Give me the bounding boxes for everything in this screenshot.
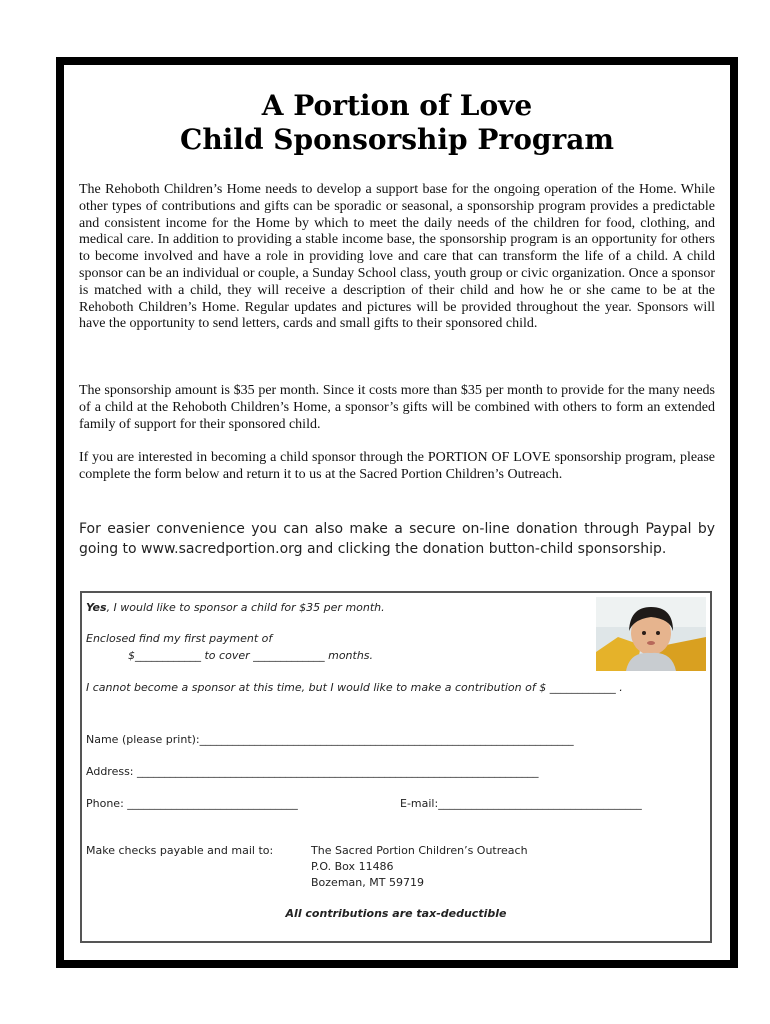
yes-label: Yes xyxy=(86,601,107,614)
phone-field[interactable]: Phone: _______________________________ xyxy=(86,797,298,810)
intro-paragraph: The Rehoboth Children’s Home needs to develop a support base for the ongoing operation of the Home. While other types of contributions and gifts can be sporadic or seasonal, a sponsorship program provides a predictable and consistent income for the Home by which to meet the daily needs of the children for food, clothing, and medical care. In addition to providing a stable income base, the sponsorship program is an opportunity for others to become involved and have a role in providing love and care that can transform the life of a child. A child sponsor can be an individual or couple, a Sunday School class, youth group or civic organization. Once a sponsor is matched with a child, they will receive a description of their child and how he or she came to be at the Rehoboth Children’s Home. Regular updates and pictures will be provided throughout the year. Sponsors will have the opportunity to send letters, cards and small gifts to their sponsored child. xyxy=(79,182,715,332)
document-frame xyxy=(56,57,738,968)
title-line-2: Child Sponsorship Program xyxy=(180,123,614,156)
name-field[interactable]: Name (please print):____________________________________________________________________ xyxy=(86,733,574,746)
mail-address-line-1: The Sacred Portion Children’s Outreach xyxy=(311,844,528,857)
interest-paragraph: If you are interested in becoming a child sponsor through the PORTION OF LOVE sponsorship program, please complete the form below and return it to us at the Sacred Portion Children’s Outreach. xyxy=(79,450,715,482)
mail-to-label: Make checks payable and mail to: xyxy=(86,844,274,857)
title-line-1: A Portion of Love xyxy=(261,89,533,122)
yes-text: , I would like to sponsor a child for $35 per month. xyxy=(106,601,385,614)
mail-address-line-2: P.O. Box 11486 xyxy=(311,860,394,873)
tax-deductible-note: All contributions are tax-deductible xyxy=(285,907,507,920)
amount-paragraph: The sponsorship amount is $35 per month. Since it costs more than $35 per month to provide for the many needs of a child at the Rehoboth Children’s Home, a sponsor’s gifts will be combined with others to form an extended family of support for their sponsored child. xyxy=(79,383,715,432)
sponsorship-form xyxy=(80,591,712,943)
sponsor-yes-line xyxy=(86,601,385,614)
enclosed-text: Enclosed find my first payment of xyxy=(86,632,273,645)
email-field[interactable]: E-mail:_____________________________________ xyxy=(400,797,642,810)
payment-line[interactable]: $____________ to cover _____________ months. xyxy=(128,649,374,662)
child-photo-image xyxy=(596,597,706,671)
child-photo xyxy=(596,597,706,671)
contribution-line[interactable]: I cannot become a sponsor at this time, but I would like to make a contribution of $ ____________ . xyxy=(86,681,623,694)
online-donation-note: For easier convenience you can also make a secure on-line donation through Paypal by going to www.sacredportion.org and clicking the donation button-child sponsorship. xyxy=(79,521,715,557)
address-field[interactable]: Address: _________________________________________________________________________ xyxy=(86,765,539,778)
mail-address-line-3: Bozeman, MT 59719 xyxy=(311,876,424,889)
